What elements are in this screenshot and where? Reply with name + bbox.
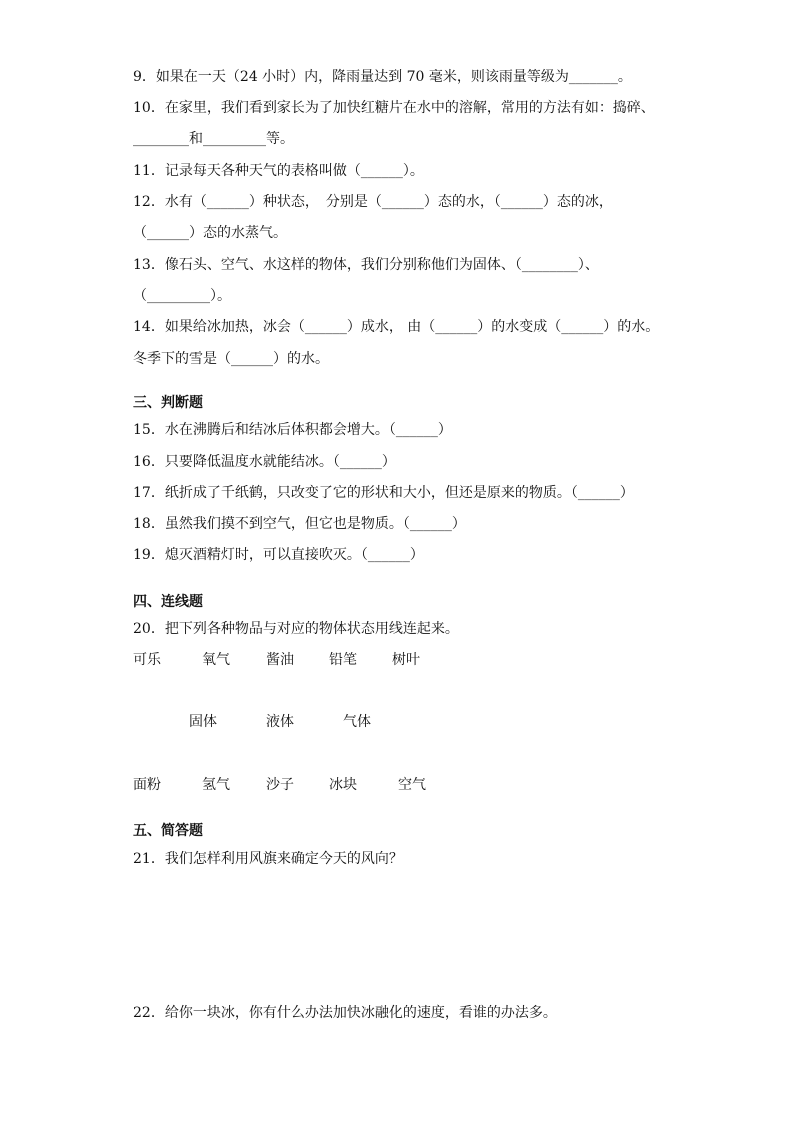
question-14-line-1: 14．如果给冰加热，冰会（______）成水， 由（______）的水变成（______）的水。 — [133, 319, 660, 335]
question-15: 15．水在沸腾后和结冰后体积都会增大。（______） — [133, 422, 452, 438]
state-item: 气体 — [343, 714, 371, 730]
question-21: 21．我们怎样利用风旗来确定今天的风向？ — [133, 851, 403, 867]
question-20: 20．把下列各种物品与对应的物体状态用线连起来。 — [133, 621, 459, 637]
match-item: 可乐 — [133, 652, 161, 668]
question-10-line-2: ________和_________等。 — [133, 131, 294, 147]
question-13-line-2: （_________）。 — [133, 288, 231, 304]
match-item: 树叶 — [392, 652, 420, 668]
question-22: 22．给你一块冰，你有什么办法加快冰融化的速度，看谁的办法多。 — [133, 1005, 557, 1021]
question-18: 18．虽然我们摸不到空气，但它也是物质。（______） — [133, 516, 466, 532]
match-item: 酱油 — [266, 652, 294, 668]
question-14-line-2: 冬季下的雪是（______）的水。 — [133, 351, 329, 367]
question-11: 11．记录每天各种天气的表格叫做（______）。 — [133, 163, 424, 179]
match-item: 冰块 — [329, 777, 357, 793]
question-9: 9．如果在一天（24 小时）内，降雨量达到 70 毫米，则该雨量等级为_______。 — [133, 69, 632, 85]
question-17: 17．纸折成了千纸鹤，只改变了它的形状和大小，但还是原来的物质。（______） — [133, 485, 634, 501]
match-item: 氢气 — [202, 777, 230, 793]
question-19: 19．熄灭酒精灯时，可以直接吹灭。（______） — [133, 547, 424, 563]
match-item: 铅笔 — [329, 652, 357, 668]
state-item: 固体 — [189, 714, 217, 730]
question-13-line-1: 13．像石头、空气、水这样的物体，我们分别称他们为固体、（________）、 — [133, 257, 599, 273]
match-item: 空气 — [398, 777, 426, 793]
question-12-line-2: （______）态的水蒸气。 — [133, 225, 287, 241]
question-10-line-1: 10．在家里，我们看到家长为了加快红糖片在水中的溶解，常用的方法有如：捣碎、 — [133, 100, 655, 116]
question-16: 16．只要降低温度水就能结冰。（______） — [133, 454, 396, 470]
section-heading-short-answer: 五、简答题 — [133, 823, 203, 839]
section-heading-judge: 三、判断题 — [133, 395, 203, 411]
match-item: 沙子 — [266, 777, 294, 793]
section-heading-match: 四、连线题 — [133, 594, 203, 610]
match-item: 氧气 — [202, 652, 230, 668]
state-item: 液体 — [266, 714, 294, 730]
match-item: 面粉 — [133, 777, 161, 793]
question-12-line-1: 12．水有（______）种状态， 分别是（______）态的水，（______）态的冰， — [133, 194, 613, 210]
